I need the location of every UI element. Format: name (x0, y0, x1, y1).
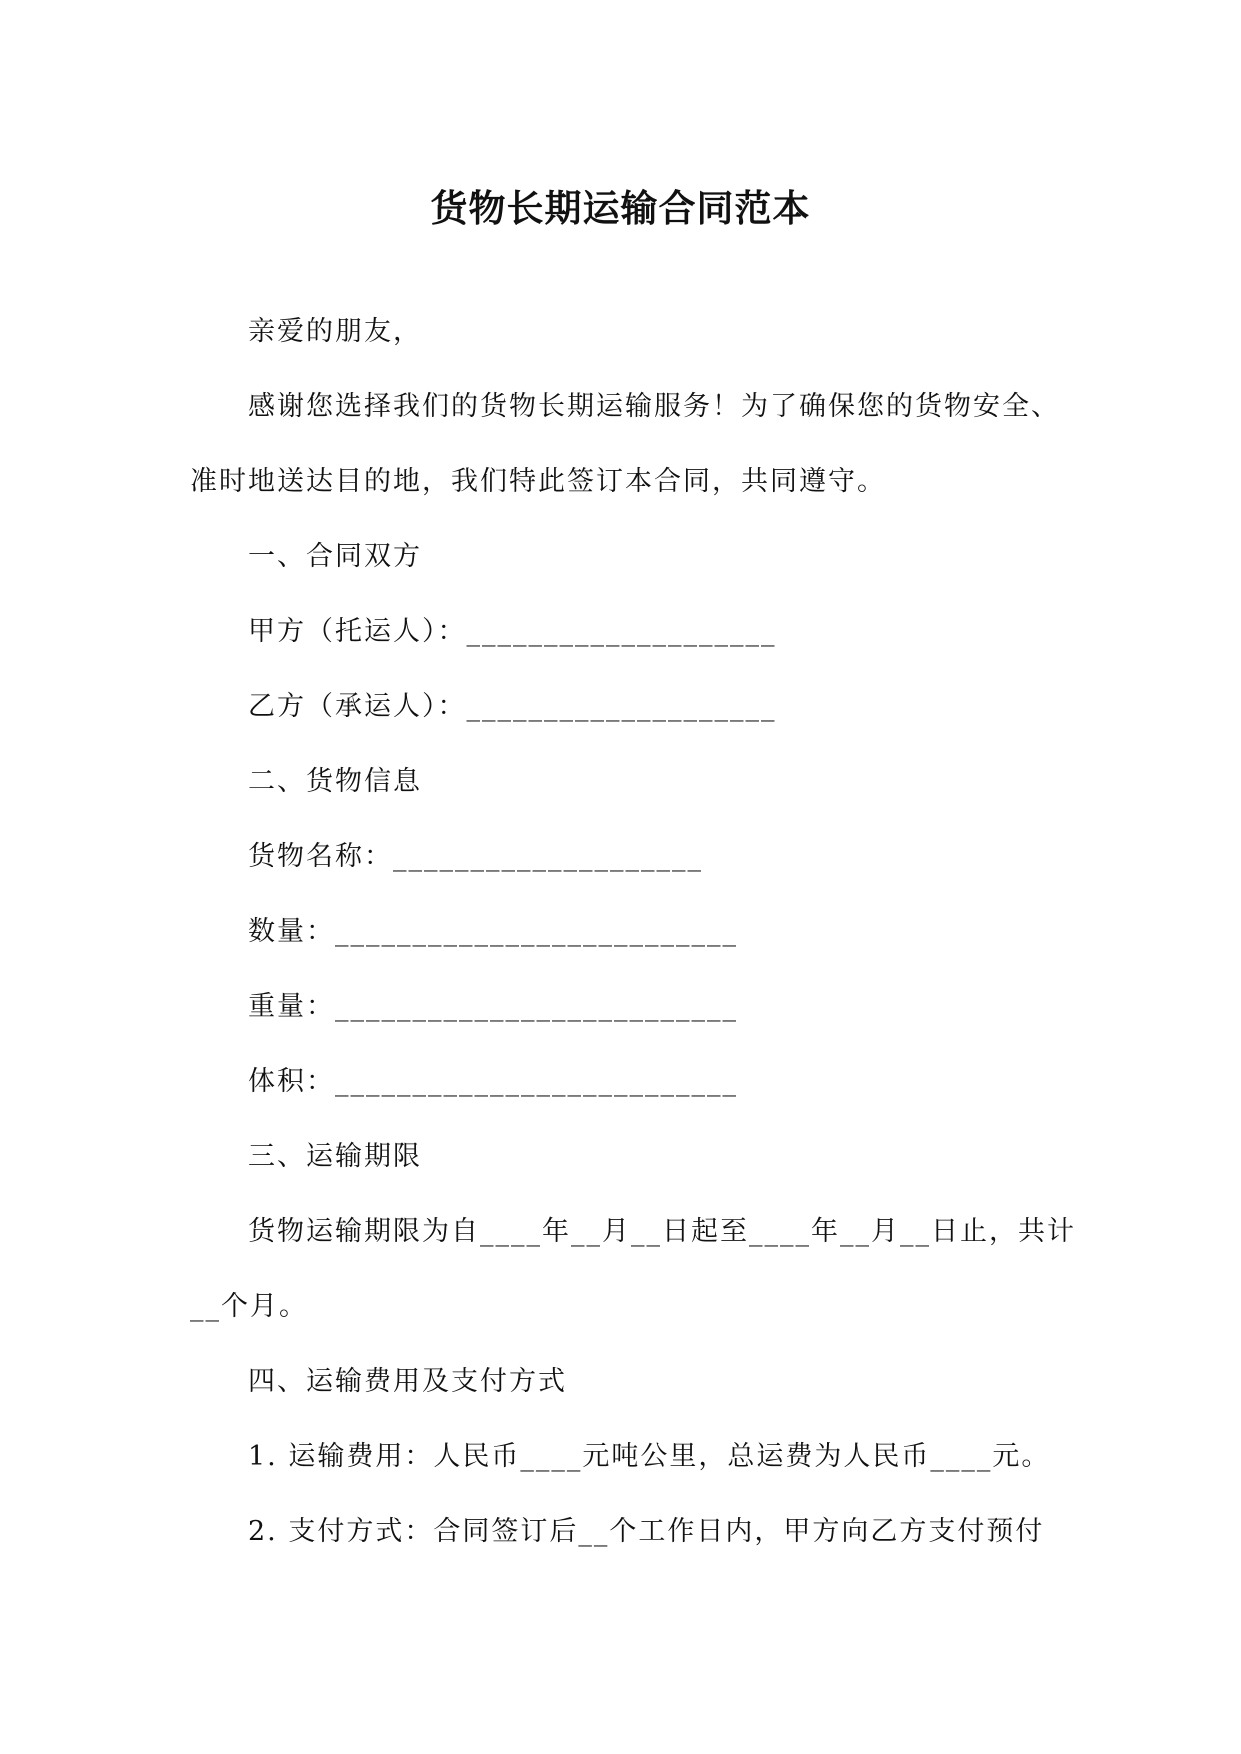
cargo-name-field: 货物名称：____________________ (248, 841, 703, 872)
period-line-2: __个月。 (190, 1291, 308, 1322)
intro-line-1: 感谢您选择我们的货物长期运输服务！为了确保您的货物安全、 (248, 391, 1060, 422)
period-line-1: 货物运输期限为自____年__月__日起至____年__月__日止，共计 (248, 1216, 1076, 1247)
party-b-field: 乙方（承运人）：____________________ (248, 691, 777, 722)
section-heading-period: 三、运输期限 (248, 1141, 422, 1172)
greeting: 亲爱的朋友， (248, 316, 422, 347)
fee-item-2: 2. 支付方式：合同签订后__个工作日内，甲方向乙方支付预付 (248, 1516, 1045, 1547)
volume-field: 体积：__________________________ (248, 1066, 738, 1097)
section-heading-cargo: 二、货物信息 (248, 766, 422, 797)
party-a-field: 甲方（托运人）：____________________ (248, 616, 777, 647)
intro-line-2: 准时地送达目的地，我们特此签订本合同，共同遵守。 (190, 466, 886, 497)
quantity-field: 数量：__________________________ (248, 916, 738, 947)
weight-field: 重量：__________________________ (248, 991, 738, 1022)
document-title: 货物长期运输合同范本 (430, 186, 811, 230)
section-heading-fees: 四、运输费用及支付方式 (248, 1366, 567, 1397)
section-heading-parties: 一、合同双方 (248, 541, 422, 572)
fee-item-1: 1. 运输费用：人民币____元吨公里，总运费为人民币____元。 (248, 1441, 1051, 1472)
